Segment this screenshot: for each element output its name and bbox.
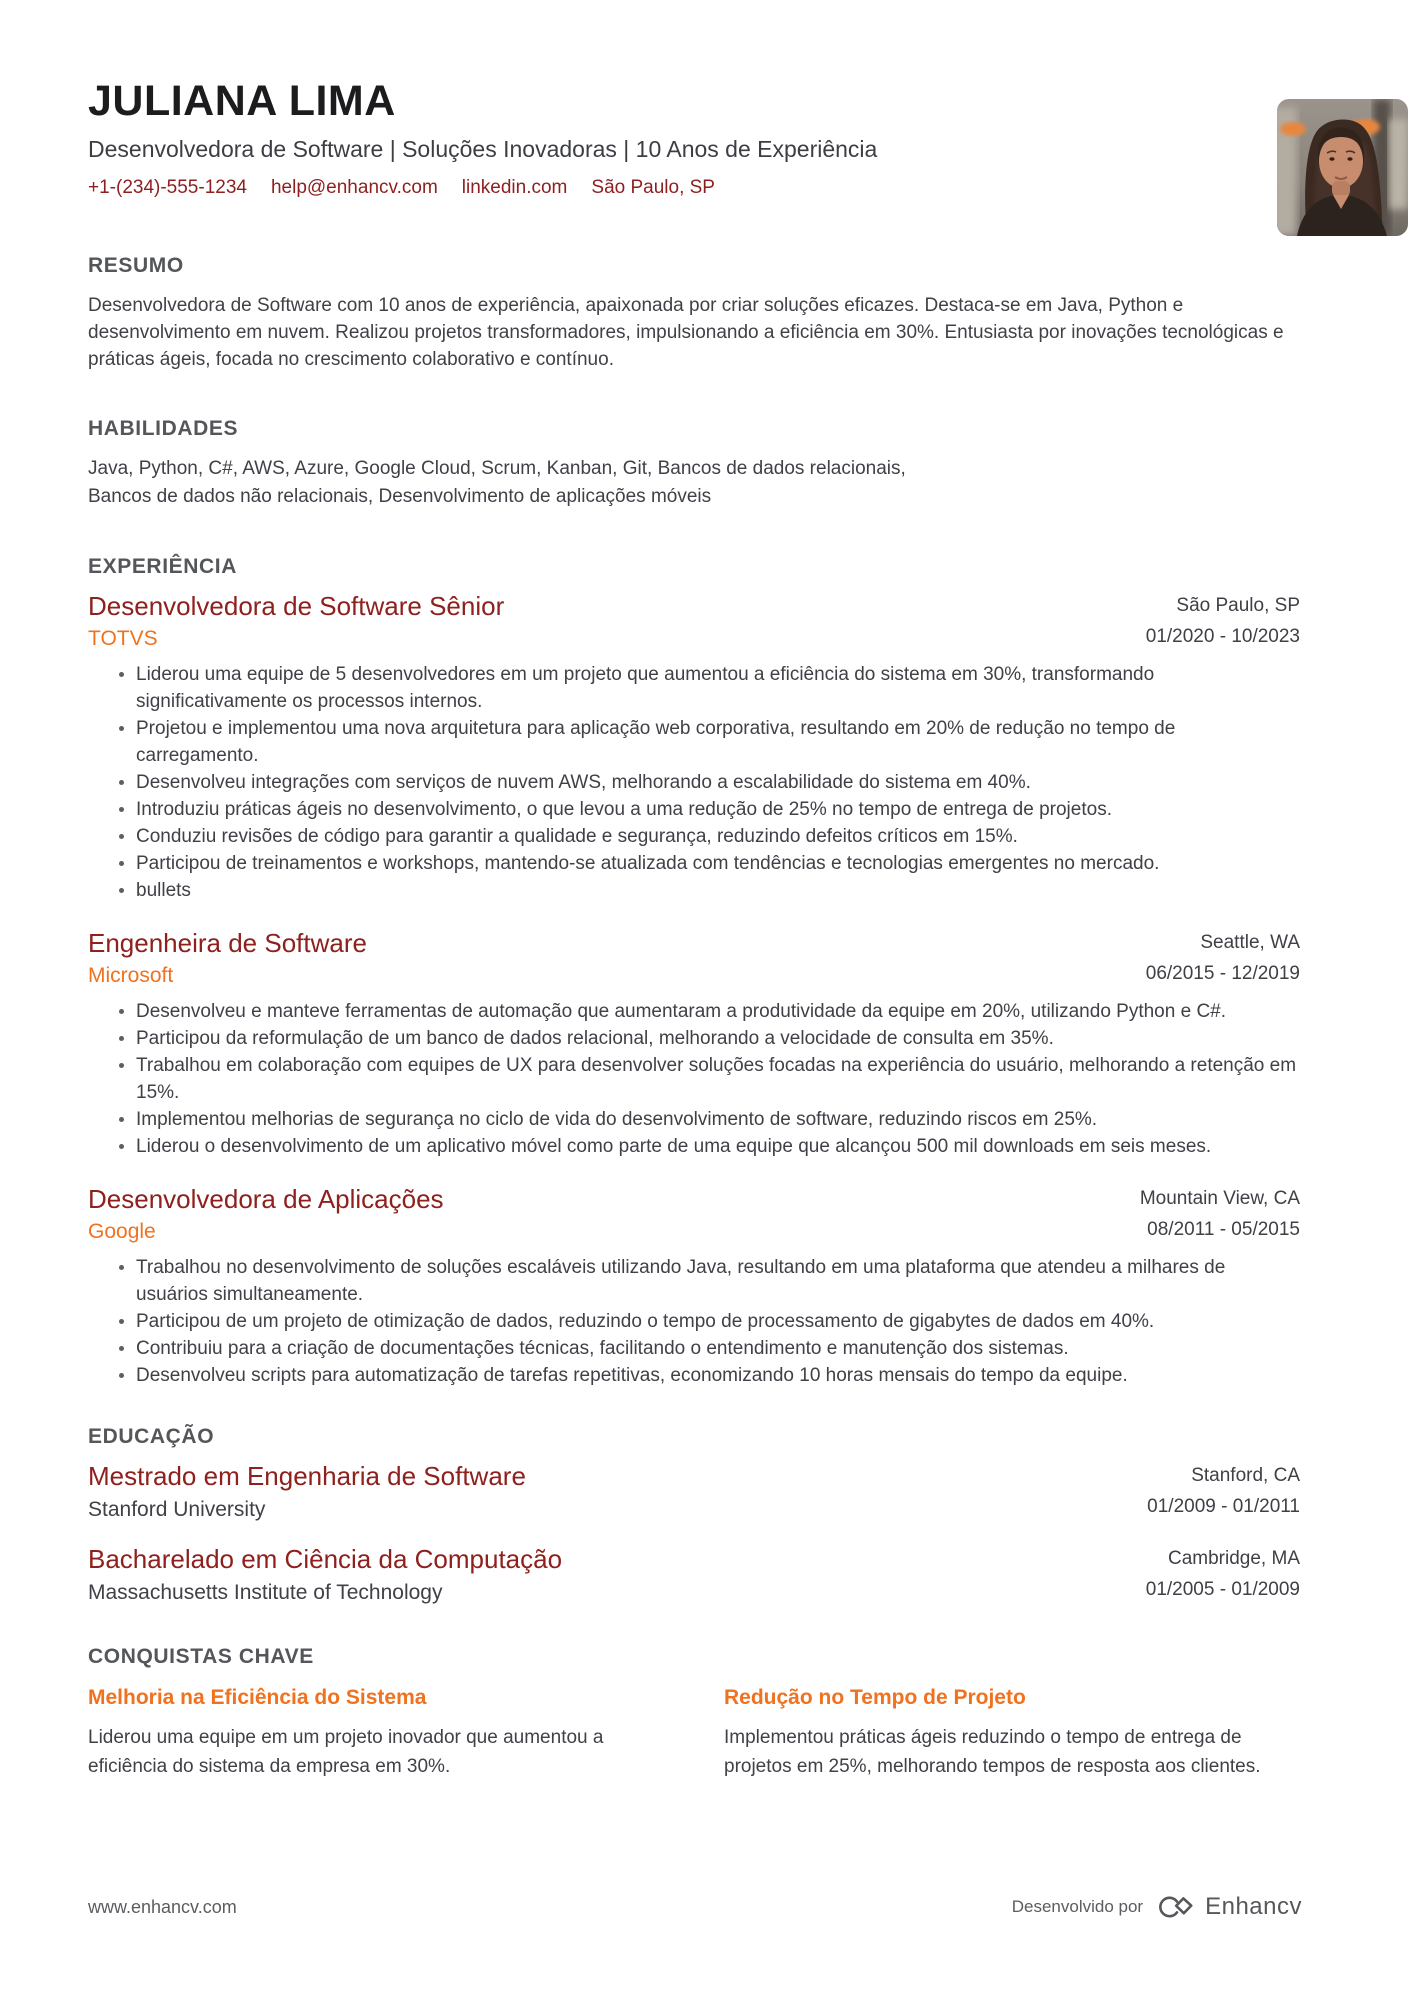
job-bullet: Trabalhou no desenvolvimento de soluções escaláveis utilizando Java, resultando em uma plataforma que atendeu a milhares de usuários simultaneamente. (88, 1254, 1300, 1308)
section-title-habilidades: HABILIDADES (88, 417, 239, 440)
job-bullet-list (88, 661, 1300, 904)
degree-dates: 01/2009 - 01/2011 (1147, 1496, 1300, 1517)
section-experiencia (88, 555, 1300, 1389)
experience-item (88, 928, 1300, 1160)
job-bullet: Participou da reformulação de um banco de dados relacional, melhorando a velocidade de consulta em 35%. (88, 1025, 1300, 1052)
job-bullet-list (88, 1254, 1300, 1389)
job-company: TOTVS (88, 627, 158, 650)
powered-by-enhancv[interactable] (1012, 1892, 1302, 1922)
job-bullet: Participou de um projeto de otimização de dados, reduzindo o tempo de processamento de gigabytes de dados em 40%. (88, 1308, 1300, 1335)
skills-line: Java, Python, C#, AWS, Azure, Google Cloud, Scrum, Kanban, Git, Bancos de dados relacionais, (88, 458, 906, 479)
education-item (88, 1461, 1300, 1522)
section-conquistas (88, 1645, 1300, 1781)
degree-school: Massachusetts Institute of Technology (88, 1581, 443, 1604)
achievement-heading: Melhoria na Eficiência do Sistema (88, 1686, 427, 1709)
job-bullet: Desenvolveu integrações com serviços de nuvem AWS, melhorando a escalabilidade do sistema em 40%. (88, 769, 1300, 796)
section-title-educacao: EDUCAÇÃO (88, 1425, 215, 1448)
job-location: São Paulo, SP (1176, 595, 1300, 616)
job-location: Mountain View, CA (1139, 1188, 1300, 1209)
powered-by-label: Desenvolvido por (1011, 1897, 1144, 1916)
contact-phone[interactable]: +1-(234)-555-1234 (88, 177, 247, 198)
enhancv-infinity-icon (1153, 1892, 1195, 1922)
summary-text: Desenvolvedora de Software com 10 anos de experiência, apaixonada por criar soluções eficazes. Destaca-se em Java, Python e desenvolvimento em nuvem. Realizou projetos transformadores, impulsionando a eficiência em 30%. Entusiasta por inovações tecnológicas e práticas ágeis, focada no crescimento colaborativo e contínuo. (88, 295, 1284, 370)
degree-location: Stanford, CA (1191, 1465, 1300, 1486)
skills-list (88, 455, 1300, 511)
job-bullet: Contribuiu para a criação de documentações técnicas, facilitando o entendimento e manutenção dos sistemas. (88, 1335, 1300, 1362)
job-bullet: bullets (88, 877, 1300, 904)
job-company: Google (88, 1220, 156, 1243)
section-title-experiencia: EXPERIÊNCIA (88, 555, 237, 578)
contact-email[interactable]: help@enhancv.com (270, 177, 438, 198)
job-bullet: Trabalhou em colaboração com equipes de UX para desenvolver soluções focadas na experiência do usuário, melhorando a retenção em 15%. (88, 1052, 1300, 1106)
job-bullet: Liderou o desenvolvimento de um aplicativo móvel como parte de uma equipe que alcançou 500 mil downloads em seis meses. (88, 1133, 1300, 1160)
degree-location: Cambridge, MA (1168, 1548, 1300, 1569)
contact-row (88, 176, 1300, 200)
enhancv-website-link[interactable]: www.enhancv.com (88, 1896, 237, 1917)
job-bullet: Participou de treinamentos e workshops, mantendo-se atualizada com tendências e tecnologias emergentes no mercado. (88, 850, 1300, 877)
page-footer (88, 1892, 1302, 1922)
job-dates: 01/2020 - 10/2023 (1145, 626, 1300, 647)
job-title: Engenheira de Software (88, 928, 367, 958)
job-bullet-list (88, 998, 1300, 1160)
contact-linkedin[interactable]: linkedin.com (461, 177, 568, 198)
job-dates: 08/2011 - 05/2015 (1147, 1219, 1300, 1240)
job-location: Seattle, WA (1200, 932, 1300, 953)
job-bullet: Projetou e implementou uma nova arquitetura para aplicação web corporativa, resultando em 20% de redução no tempo de carregamento. (88, 715, 1300, 769)
candidate-headline: Desenvolvedora de Software | Soluções Inovadoras | 10 Anos de Experiência (88, 136, 878, 162)
education-item (88, 1544, 1300, 1605)
job-bullet: Conduziu revisões de código para garantir a qualidade e segurança, reduzindo defeitos críticos em 15%. (88, 823, 1300, 850)
section-resumo (88, 254, 1300, 373)
degree-title: Mestrado em Engenharia de Software (88, 1461, 526, 1491)
job-bullet: Implementou melhorias de segurança no ciclo de vida do desenvolvimento de software, reduzindo riscos em 25%. (88, 1106, 1300, 1133)
job-dates: 06/2015 - 12/2019 (1145, 963, 1300, 984)
achievement-text: Liderou uma equipe em um projeto inovador que aumentou a eficiência do sistema da empresa em 30%. (88, 1727, 604, 1777)
skills-line: Bancos de dados não relacionais, Desenvolvimento de aplicações móveis (88, 486, 712, 507)
section-educacao (88, 1425, 1300, 1605)
job-bullet: Desenvolveu e manteve ferramentas de automação que aumentaram a produtividade da equipe em 20%, utilizando Python e C#. (88, 998, 1300, 1025)
achievement-item (724, 1685, 1300, 1781)
section-habilidades (88, 417, 1300, 511)
job-bullet: Introduziu práticas ágeis no desenvolvimento, o que levou a uma redução de 25% no tempo de entrega de projetos. (88, 796, 1300, 823)
section-title-conquistas: CONQUISTAS CHAVE (88, 1645, 314, 1668)
degree-title: Bacharelado em Ciência da Computação (88, 1544, 563, 1574)
job-bullet: Desenvolveu scripts para automatização de tarefas repetitivas, economizando 10 horas mensais do tempo da equipe. (88, 1362, 1300, 1389)
degree-school: Stanford University (88, 1498, 266, 1521)
enhancv-wordmark: Enhancv (1205, 1893, 1302, 1920)
experience-item (88, 591, 1300, 904)
achievement-text: Implementou práticas ágeis reduzindo o tempo de entrega de projetos em 25%, melhorando tempos de resposta aos clientes. (724, 1727, 1261, 1777)
candidate-name: JULIANA LIMA (88, 77, 396, 125)
job-company: Microsoft (88, 964, 174, 987)
achievement-item (88, 1685, 664, 1781)
job-title: Desenvolvedora de Aplicações (88, 1184, 444, 1214)
job-title: Desenvolvedora de Software Sênior (88, 591, 505, 621)
section-title-resumo: RESUMO (88, 254, 184, 277)
achievement-heading: Redução no Tempo de Projeto (724, 1686, 1026, 1709)
contact-location: São Paulo, SP (591, 177, 715, 198)
job-bullet: Liderou uma equipe de 5 desenvolvedores em um projeto que aumentou a eficiência do sistema em 30%, transformando significativamente os processos internos. (88, 661, 1300, 715)
experience-item (88, 1184, 1300, 1389)
degree-dates: 01/2005 - 01/2009 (1145, 1579, 1300, 1600)
